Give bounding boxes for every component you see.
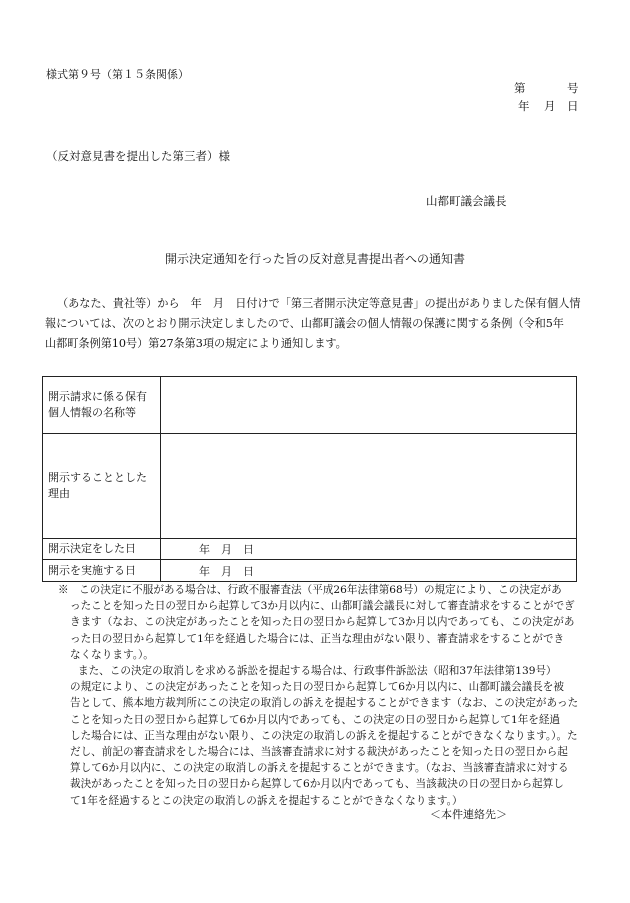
- document-title: 開示決定通知を行った旨の反対意見書提出者への通知書: [164, 252, 465, 266]
- contact-info-label: ＜本件連絡先＞: [430, 808, 507, 821]
- note-line: ったことを知った日の翌日から起算して3か月以内に、山都町議会議長に対して審査請求をすることがでぎ: [70, 600, 575, 613]
- table-label-cell: [43, 377, 161, 434]
- label-line: 理由: [48, 487, 70, 500]
- table-row: [43, 539, 577, 560]
- note-line: なくなります。）。: [70, 648, 154, 661]
- body-line: 山都町条例第10号）第27条第3項の規定により通知します。: [45, 337, 347, 350]
- table-value-cell: [161, 377, 577, 434]
- sender: 山都町議会議長: [426, 194, 507, 208]
- table-value-cell: [161, 434, 577, 539]
- note-line: だし、前記の審査請求をした場合には、当該審査請求に対する裁決があったことを知った日の翌日から起: [70, 746, 568, 759]
- decision-date-cell: 年 月 日: [161, 539, 577, 560]
- table-label-cell: [43, 539, 161, 560]
- notes-section: [58, 582, 588, 809]
- body-line: （あなた、貴社等）から 年 月 日付けで「第三者開示決定等意見書」の提出がありました保有個人情: [57, 297, 581, 310]
- issue-date-year: 年: [518, 99, 530, 113]
- disclosure-info-table: [42, 376, 577, 582]
- issue-date-month: 月: [544, 99, 556, 113]
- table-row: [43, 434, 577, 539]
- addressee: （反対意見書を提出した第三者）様: [46, 149, 230, 163]
- table-row: [43, 377, 577, 434]
- note-line: の規定により、この決定があったことを知った日の翌日から起算して6か月以内に、山都町議会議長を被: [70, 681, 564, 694]
- note-line: した場合には、正当な理由がない限り、この決定の取消しの訴えを提起することができなくなります。）。た: [70, 729, 578, 742]
- table-label-cell: [43, 434, 161, 539]
- label-line: 開示請求に係る保有: [48, 390, 147, 403]
- note-line: ことを知った日の翌日から起算して6か月以内であっても、この決定の日の翌日から起算して1年を経過: [70, 713, 561, 726]
- table-label-cell: [43, 560, 161, 582]
- label-line: 開示を実施する日: [48, 563, 136, 577]
- label-line: 開示することとした: [48, 471, 147, 484]
- note-line: 告として、熊本地方裁判所にこの決定の取消しの訴えを提起することができます（なお、この決定があった: [70, 697, 579, 710]
- document-number-suffix: 号: [567, 81, 579, 95]
- label-line: 個人情報の名称等: [48, 406, 136, 419]
- note-line: 算して6か月以内に、この決定の取消しの訴えを提起することができます。（なお、当該審査請求に対する: [70, 762, 569, 775]
- implementation-date-cell: 年 月 日: [161, 560, 577, 582]
- note-line: 裁決があったことを知った日の翌日から起算して6か月以内であっても、当該裁決の日の翌日から起算し: [70, 778, 564, 791]
- label-line: 開示決定をした日: [48, 542, 136, 555]
- note-line: て1年を経過するとこの決定の取消しの訴えを提起することができなくなります。）: [70, 794, 463, 807]
- note-line: った日の翌日から起算して1年を経過した場合には、正当な理由がない限り、審査請求をすることができ: [70, 632, 565, 645]
- document-number-prefix: 第: [514, 81, 526, 95]
- table-row: [43, 560, 577, 582]
- issue-date-day: 日: [567, 99, 579, 113]
- form-number-label: 様式第９号（第１５条関係）: [46, 68, 189, 81]
- note-line: きます（なお、この決定があったことを知った日の翌日から起算して3か月以内であっても、この決定があ: [70, 616, 575, 629]
- note-line: また、この決定の取消しを求める訴訟を提起する場合は、行政事件訴訟法（昭和37年法律第139号）: [78, 665, 557, 678]
- body-line: 報については、次のとおり開示決定しましたので、山都町議会の個人情報の保護に関する条例（令和5年: [45, 317, 564, 330]
- note-line: ※ この決定に不服がある場合は、行政不服審査法（平成26年法律第68号）の規定により、この決定があ: [58, 584, 562, 596]
- body-text: [45, 294, 585, 354]
